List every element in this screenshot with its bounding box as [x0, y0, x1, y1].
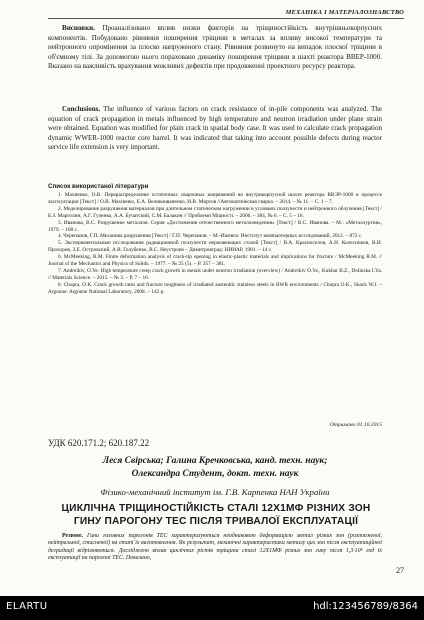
handle-link[interactable]: hdl:123456789/8364 [313, 601, 418, 612]
reference-item: 1. Махненко, О.В. Перераспределение остаточных сварочных напряжений во внутрикорпусной шахте реактора ВВЭР-1000 в процессе эксплуатации [Текст] / О.В. Махненко, Е.А. Великоиваненко, И.В. Миртов //Автоматическая сварка. – 2014. – № 11. – С. 1 – 7. [48, 192, 382, 205]
conclusions-ua-heading: Висновки. [62, 24, 95, 32]
reference-item: 7. Andreikiv, O.Ye. High temperature creep crack growth in metals under neutron irradiation (overview) / Andreikiv O.Ye., Kukhar B.Z., Dolinska I.Ya. // Materials Science. – 2015. – № 3. – P. 7 – 16. [48, 267, 382, 281]
article-title: ЦИКЛІЧНА ТРІЩИНОСТІЙКІСТЬ СТАЛІ 12Х1МФ РІЗНИХ ЗОН ГИНУ ПАРОГОНУ ТЕС ПІСЛЯ ТРИВАЛОЇ ЕКСПЛУАТАЦІЇ [61, 503, 371, 527]
reference-item: 5. Экспериментальные исследования радиационной ползучести нержавеющих сталей [Текст] / В.А. Красноселов, А.Н. Колесников, В.И. Прохоров, З.Е. Островский, А.В. Голубенко, В.С. Неустроев – Димитровград: НИИАР, 1981. – 14 с. [48, 240, 382, 254]
references-list [48, 192, 382, 296]
conclusions-en [48, 105, 382, 153]
reference-item: 2. Моделирование разрушения материалов при длительном статическом нагружении в условиях ползучести и нейтронного облучения [Текст] / Б.З. Марголин, А.Г. Гуленко, А.А. Бучатский, С.М. Балакин // Проблеми Міцності. – 2006. – 384, № 6. – С. 5 – 16. [48, 205, 382, 219]
summary-heading: Резюме. [62, 533, 84, 539]
conclusions-en-text: The influence of various factors on crack resistance of in-pile components was analyzed. The equation of crack propagation in metals influenced by high temperature and neutron irradiation under plane strain were obtained. Equation was modified for plain crack in spatial body case. It was used to calculate crack propagation dynamic WWER-1000 reactor core barrel. It was indicated that taking into account possible defects during reactor service life extension is very important. [48, 105, 382, 152]
received-date: Отримано 01.10.2015 [329, 422, 382, 428]
udc-code: УДК 620.171.2; 620.187.22 [48, 438, 150, 448]
authors-line-1: Леся Свірська; Галина Кречковська, канд. техн. наук; [102, 456, 328, 466]
conclusions-ua-text: Проаналізовано вплив низки факторів на тріщиностійкість внутрішньокорпусних компонентів. Побудовано рівняння поширення тріщини в металах за впливу високої температури та нейтронного опромінення за плоско напруженого стану. Рівняння розвинуто на випадок плоскої тріщини в об'ємному тілі. За допомогою нього пораховано динаміку поширення тріщини в шахті реактора ВВЕР-1000. Вказано на важливість врахування можливих дефектів при продовженні проектного ресурсу реактора. [48, 24, 382, 71]
summary-text: Гини головних парогонів ТЕС характеризуються неоднаковою деформацією метал різних зон (розтягненої, нейтральної, стисненої) на етапі їх виготовлення. Як результат, механічні характеристики металу цих зон після експлуатаційної деградації відрізняються. Досліджено вплив циклічних рістів тріщини сталі 12Х1МФ різних зон гину після 1,3·10⁵ год їх експлуатації на парогоні ТЕС. Показано, [48, 533, 382, 561]
reference-item: 4. Черепанов, Г.П. Механика разрушения [Текст] / Г.П. Черепанов. – М.-Ижевск: Институт компьютерных исследований, 2012. – 872 с. [58, 233, 363, 240]
conclusions-ua [48, 24, 382, 72]
reference-item: 3. Иванова, В.С. Разрушение металлов. Серия «Достижения отечественного металловедения» [Текст] / В.С. Иванова. – М.: «Металлургия», 1979. – 168 с. [48, 219, 382, 233]
summary [48, 533, 382, 562]
authors [48, 455, 382, 481]
affiliation: Фізико-механічний інститут ім. Г.В. Карпенка НАН України [100, 487, 330, 497]
references-title: Список використаної літератури [48, 183, 149, 190]
page-number: 27 [396, 566, 404, 575]
running-head: МЕХАНІКА І МАТЕРІАЛОЗНАВСТВО [285, 9, 404, 16]
conclusions-en-heading: Conclusions. [62, 105, 101, 113]
header-rule [48, 18, 404, 19]
repository-footer [0, 596, 424, 620]
authors-line-2: Олександра Студент, докт. техн. наук [131, 469, 299, 479]
reference-item: 6. McMeeking, R.M. Finite deformation analysis of crack-tip opening in elastic-plastic materials and implications for fracture / McMeeking R.M. // Journal of the Mechanics and Physics of Solids. – 1977. – № 25 (5). – P. 357 – 381. [48, 254, 382, 268]
repository-name: ELARTU [6, 601, 48, 612]
reference-item: 8. Chopra, O.K. Crack growth rates and fracture toughness of irradiated austenitic stainless steels in BWR environments / Chopra O.K., Shack W.J. – Argonne: Argonne National Laboratory, 2008. – 142 p. [48, 281, 382, 295]
